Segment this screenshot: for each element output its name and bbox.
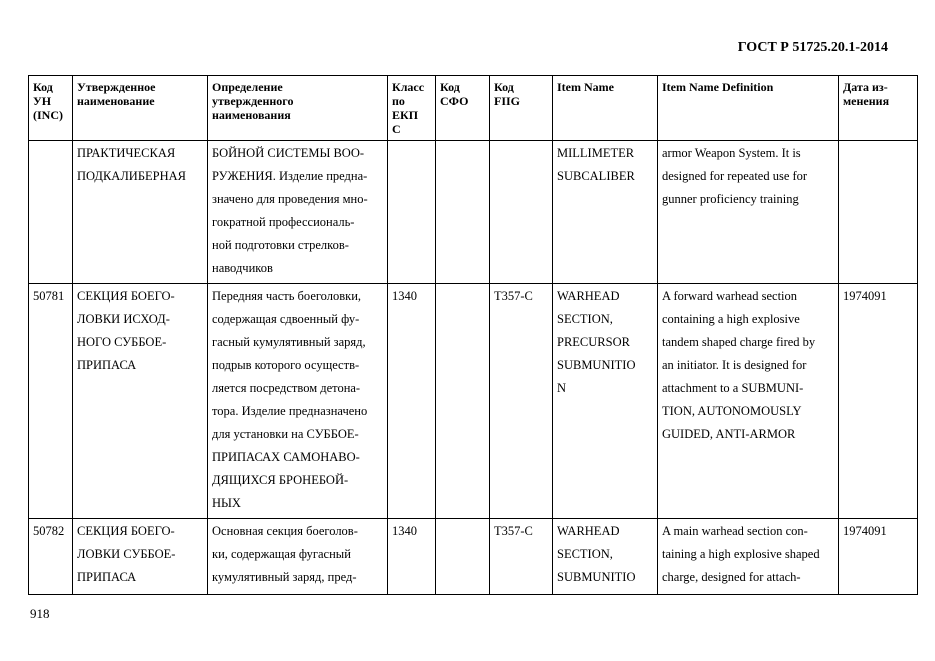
- cell-class: 1340: [388, 284, 436, 519]
- header-item-name: Item Name: [553, 76, 658, 141]
- header-sfo: Код СФО: [436, 76, 490, 141]
- cell-fiig: T357-C: [490, 284, 553, 519]
- cell-item-name: MILLIMETER SUBCALIBER: [553, 141, 658, 284]
- cell-sfo: [436, 141, 490, 284]
- page-number: 918: [30, 606, 50, 621]
- header-change-date: Дата из- менения: [839, 76, 918, 141]
- cell-item-name-definition: A main warhead section con- taining a high explosive shaped charge, designed for attach-: [658, 519, 839, 595]
- cell-sfo: [436, 284, 490, 519]
- cell-change-date: 1974091: [839, 519, 918, 595]
- header-approved-name: Утвержденное наименование: [73, 76, 208, 141]
- cell-item-name-definition: A forward warhead section containing a high explosive tandem shaped charge fired by an initiator. It is designed for attachment to a SUBMUNI- TION, AUTONOMOUSLY GUIDED, ANTI-ARMOR: [658, 284, 839, 519]
- header-definition: Определение утвержденного наименования: [208, 76, 388, 141]
- cell-inc: 50781: [29, 284, 73, 519]
- table-row: [29, 519, 918, 595]
- cell-approved-name: ПРАКТИЧЕСКАЯ ПОДКАЛИБЕРНАЯ: [73, 141, 208, 284]
- table-row: [29, 141, 918, 284]
- cell-approved-name: СЕКЦИЯ БОЕГО- ЛОВКИ ИСХОД- НОГО СУББОЕ- ПРИПАСА: [73, 284, 208, 519]
- cell-change-date: [839, 141, 918, 284]
- cell-class: 1340: [388, 519, 436, 595]
- cell-fiig: T357-C: [490, 519, 553, 595]
- cell-sfo: [436, 519, 490, 595]
- classification-table: [28, 75, 918, 595]
- cell-item-name: WARHEAD SECTION, SUBMUNITIO: [553, 519, 658, 595]
- cell-definition: БОЙНОЙ СИСТЕМЫ ВОО- РУЖЕНИЯ. Изделие предна- значено для проведения мно- гократной профессиональ- ной подготовки стрелков- наводчиков: [208, 141, 388, 284]
- cell-class: [388, 141, 436, 284]
- table-row: [29, 284, 918, 519]
- cell-inc: [29, 141, 73, 284]
- header-inc: Код УН (INC): [29, 76, 73, 141]
- cell-inc: 50782: [29, 519, 73, 595]
- table-header-row: [29, 76, 918, 141]
- cell-item-name-definition: armor Weapon System. It is designed for repeated use for gunner proficiency training: [658, 141, 839, 284]
- header-fiig: Код FIIG: [490, 76, 553, 141]
- cell-definition: Передняя часть боеголовки, содержащая сдвоенный фу- гасный кумулятивный заряд, подрыв которого осуществ- ляется посредством детона- тора. Изделие предназначено для установки на СУББОЕ- ПРИПАСАХ САМОНАВО- ДЯЩИХСЯ БРОНЕБОЙ- НЫХ: [208, 284, 388, 519]
- cell-item-name: WARHEAD SECTION, PRECURSOR SUBMUNITIO N: [553, 284, 658, 519]
- cell-fiig: [490, 141, 553, 284]
- document-code: ГОСТ Р 51725.20.1-2014: [737, 40, 888, 55]
- cell-change-date: 1974091: [839, 284, 918, 519]
- cell-definition: Основная секция боеголов- ки, содержащая фугасный кумулятивный заряд, пред-: [208, 519, 388, 595]
- header-item-name-definition: Item Name Definition: [658, 76, 839, 141]
- header-class: Класс по ЕКП С: [388, 76, 436, 141]
- cell-approved-name: СЕКЦИЯ БОЕГО- ЛОВКИ СУББОЕ- ПРИПАСА: [73, 519, 208, 595]
